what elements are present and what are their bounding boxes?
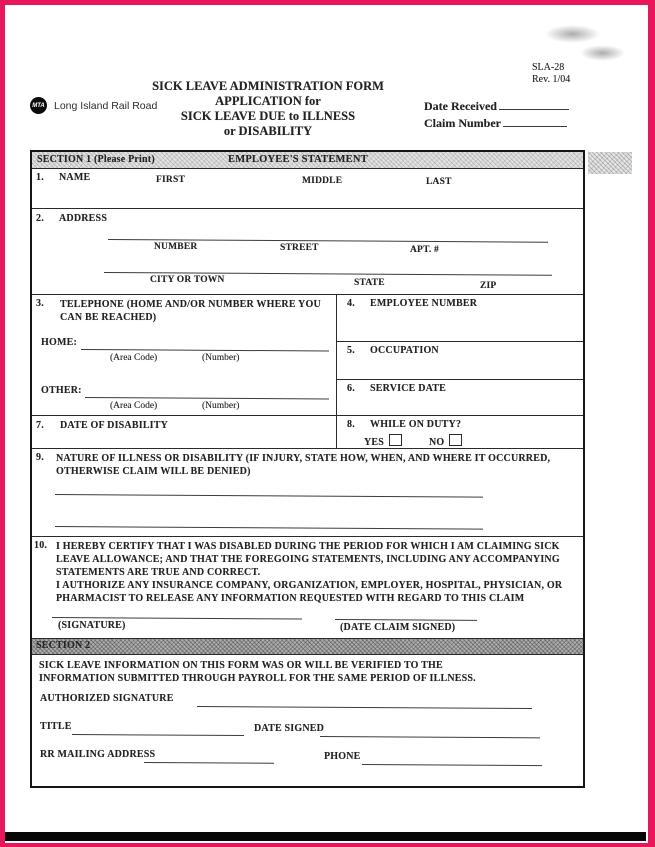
field-number: 3.: [36, 298, 44, 309]
section2-statement: SICK LEAVE INFORMATION ON THIS FORM WAS OR WILL BE VERIFIED TO THE INFORMATION SUBMITTED THROUGH PAYROLL FOR THE SAME PERIOD OF ILLNESS.: [39, 660, 476, 684]
claim-number-label: Claim Number: [424, 116, 501, 130]
yes-label: YES: [364, 437, 385, 448]
address-label: ADDRESS: [59, 213, 108, 224]
scanned-form-page: [5, 5, 648, 843]
field-number: 7.: [36, 420, 44, 431]
date-claim-signed-input-line[interactable]: [335, 618, 477, 621]
phone-input-line[interactable]: [362, 763, 542, 766]
name-row: [32, 169, 583, 209]
right-fields-cell: [337, 295, 583, 448]
certification-text: [56, 540, 568, 605]
form-title: [123, 79, 413, 139]
rr-mailing-address-label: RR MAILING ADDRESS: [40, 749, 156, 760]
authorized-signature-label: AUTHORIZED SIGNATURE: [40, 693, 174, 704]
telephone-cell: [32, 295, 337, 448]
section1-label: SECTION 1 (Please Print): [37, 154, 155, 165]
other-phone-input-line[interactable]: [85, 396, 329, 399]
yes-option: [364, 434, 402, 448]
name-first-label: FIRST: [156, 175, 185, 185]
scan-speckle: [588, 152, 632, 174]
no-label: NO: [429, 437, 445, 448]
address-number-label: NUMBER: [154, 242, 198, 252]
service-date-field: [337, 380, 583, 416]
no-option: [429, 434, 462, 448]
field-number: 2.: [36, 213, 44, 224]
other-area-code-label: (Area Code): [110, 401, 158, 411]
home-phone-label: HOME:: [41, 337, 77, 348]
name-middle-label: MIDDLE: [302, 176, 343, 186]
while-on-duty-label: WHILE ON DUTY?: [370, 419, 462, 430]
form-body: [30, 150, 585, 788]
field-number: 1.: [36, 172, 44, 183]
scan-smudge: [580, 45, 625, 61]
form-title-line: APPLICATION for: [215, 94, 321, 108]
received-block: [424, 98, 569, 132]
certification-paragraph-1: I HEREBY CERTIFY THAT I WAS DISABLED DURING THE PERIOD FOR WHICH I AM CLAIMING SICK LEAVE ALLOWANCE; AND THAT THE FOREGOING STATEMENTS, INCLUDING ANY ACCOMPANYING STATEMENTS ARE TRUE AND CORRECT.: [56, 541, 560, 578]
section2-body: [32, 655, 583, 786]
service-date-label: SERVICE DATE: [370, 383, 447, 394]
no-checkbox[interactable]: [449, 434, 462, 446]
certification-paragraph-2: I AUTHORIZE ANY INSURANCE COMPANY, ORGANIZATION, EMPLOYER, HOSPITAL, PHYSICIAN, OR PHARMACIST TO RELEASE ANY INFORMATION REQUESTED WITH REGARD TO THIS CLAIM: [56, 580, 563, 604]
employee-number-field: [337, 295, 583, 342]
date-signed-label: DATE SIGNED: [254, 723, 325, 734]
occupation-field: [337, 342, 583, 380]
form-title-line: SICK LEAVE DUE to ILLNESS: [180, 109, 356, 123]
nature-writing-line-1[interactable]: [55, 493, 483, 498]
telephone-label: TELEPHONE (HOME AND/OR NUMBER WHERE YOU CAN BE REACHED): [60, 299, 321, 323]
date-claim-signed-label: (DATE CLAIM SIGNED): [340, 622, 456, 633]
form-title-line: or DISABILITY: [223, 124, 313, 138]
nature-of-illness-row: [32, 449, 583, 537]
field-number: 10.: [34, 540, 48, 551]
while-on-duty-field: [337, 416, 583, 448]
date-of-disability-label: DATE OF DISABILITY: [60, 420, 169, 431]
form-title-line: SICK LEAVE ADMINISTRATION FORM: [152, 79, 384, 93]
section1-header: [32, 152, 583, 169]
form-code-block: [532, 62, 570, 86]
rr-mailing-address-input-line[interactable]: [144, 761, 274, 764]
field-number: 8.: [347, 419, 355, 430]
field-number: 4.: [347, 298, 355, 309]
claim-number-input-line[interactable]: [503, 125, 567, 127]
phone-label: PHONE: [324, 751, 361, 762]
name-label: NAME: [59, 172, 91, 183]
section2-header: [32, 639, 583, 655]
field-number: 5.: [347, 345, 355, 356]
date-signed-input-line[interactable]: [320, 735, 540, 738]
form-code: SLA-28: [532, 62, 565, 73]
nature-of-illness-label: NATURE OF ILLNESS OR DISABILITY (IF INJURY, STATE HOW, WHEN, AND WHERE IT OCCURRED, OTHERWISE CLAIM WILL BE DENIED): [56, 453, 551, 477]
agency-name: Long Island Rail Road: [54, 99, 158, 112]
home-phone-input-line[interactable]: [81, 348, 329, 352]
field-number: 9.: [36, 452, 44, 463]
date-received-label: Date Received: [424, 99, 497, 113]
scan-smudge: [545, 25, 600, 43]
title-input-line[interactable]: [72, 733, 244, 736]
date-received-input-line[interactable]: [499, 108, 569, 110]
signature-input-line[interactable]: [52, 616, 302, 620]
name-last-label: LAST: [426, 177, 452, 187]
address-city-label: CITY OR TOWN: [150, 275, 225, 285]
home-number-label: (Number): [202, 353, 240, 363]
employee-number-label: EMPLOYEE NUMBER: [370, 298, 478, 309]
address-apt-label: APT. #: [410, 245, 439, 255]
scan-artifact-bar: [5, 832, 646, 841]
signature-label: (SIGNATURE): [58, 620, 126, 631]
section1-title: EMPLOYEE'S STATEMENT: [228, 154, 368, 165]
occupation-label: OCCUPATION: [370, 345, 439, 356]
date-of-disability-field: [32, 416, 336, 448]
home-area-code-label: (Area Code): [110, 353, 158, 363]
authorized-signature-input-line[interactable]: [197, 705, 532, 709]
address-state-label: STATE: [354, 278, 385, 288]
mta-logo-icon: MTA: [30, 97, 47, 114]
nature-writing-line-2[interactable]: [55, 525, 483, 530]
other-phone-label: OTHER:: [41, 385, 82, 396]
split-region: [32, 295, 583, 449]
title-label: TITLE: [40, 721, 72, 732]
certification-row: [32, 537, 583, 639]
agency-logo: [30, 97, 157, 114]
address-street-label: STREET: [280, 243, 319, 253]
yes-checkbox[interactable]: [389, 434, 402, 446]
address-row: [32, 209, 583, 295]
form-revision: Rev. 1/04: [532, 74, 571, 85]
telephone-field: [32, 295, 336, 416]
other-number-label: (Number): [202, 401, 240, 411]
section2-label: SECTION 2: [36, 640, 91, 651]
field-number: 6.: [347, 383, 355, 394]
address-zip-label: ZIP: [480, 281, 497, 291]
